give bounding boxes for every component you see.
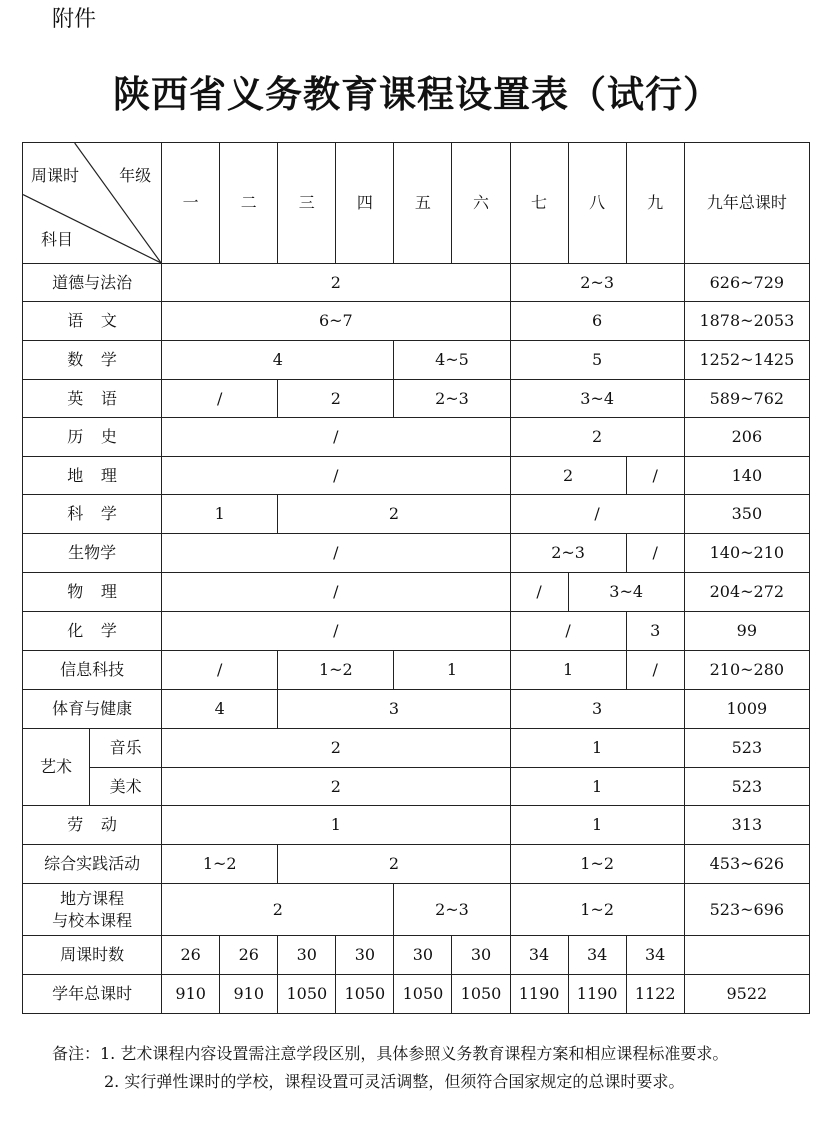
hours-cell: 3 bbox=[510, 690, 684, 729]
hours-cell: 2~3 bbox=[510, 534, 626, 573]
subject-name: 美术 bbox=[90, 768, 162, 806]
hours-cell: 3 bbox=[278, 690, 510, 729]
notes bbox=[52, 1040, 792, 1096]
hours-cell: 30 bbox=[336, 936, 394, 975]
total-cell: 350 bbox=[684, 495, 809, 534]
subject-name: 体育与健康 bbox=[23, 690, 162, 729]
total-cell: 99 bbox=[684, 612, 809, 651]
row-chemistry bbox=[23, 612, 810, 651]
attachment-label: 附件 bbox=[52, 7, 97, 32]
hours-cell: 2 bbox=[162, 768, 510, 806]
hours-cell: / bbox=[162, 612, 510, 651]
note-2: 2. 实行弹性课时的学校，课程设置可灵活调整，但须符合国家规定的总课时要求。 bbox=[104, 1072, 685, 1091]
hours-cell: 2 bbox=[162, 264, 510, 302]
hours-cell: 3~4 bbox=[510, 380, 684, 418]
total-cell: 9522 bbox=[684, 975, 809, 1014]
row-local bbox=[23, 884, 810, 936]
hours-cell: 910 bbox=[162, 975, 220, 1014]
hours-cell: 1050 bbox=[278, 975, 336, 1014]
grade-8-header: 八 bbox=[568, 143, 626, 264]
subject-name-arts: 艺术 bbox=[23, 729, 90, 806]
row-math bbox=[23, 341, 810, 380]
hours-cell: 6~7 bbox=[162, 302, 510, 341]
hours-cell: 2 bbox=[510, 457, 626, 495]
hours-cell: 1 bbox=[510, 806, 684, 845]
total-cell: 589~762 bbox=[684, 380, 809, 418]
hours-cell: 1050 bbox=[452, 975, 510, 1014]
row-practice bbox=[23, 845, 810, 884]
subject-label: 科目 bbox=[41, 230, 74, 250]
hours-cell: / bbox=[626, 651, 684, 690]
total-cell: 204~272 bbox=[684, 573, 809, 612]
total-hours-header: 九年总课时 bbox=[684, 143, 809, 264]
hours-cell: 30 bbox=[452, 936, 510, 975]
hours-cell: 1 bbox=[394, 651, 510, 690]
row-physics bbox=[23, 573, 810, 612]
row-fineart bbox=[23, 768, 810, 806]
row-geography bbox=[23, 457, 810, 495]
grade-3-header: 三 bbox=[278, 143, 336, 264]
subject-name: 历史 bbox=[23, 418, 162, 457]
grade-4-header: 四 bbox=[336, 143, 394, 264]
hours-cell: 34 bbox=[568, 936, 626, 975]
hours-cell: / bbox=[162, 573, 510, 612]
course-table bbox=[22, 142, 810, 1014]
subject-name: 地理 bbox=[23, 457, 162, 495]
hours-cell: / bbox=[626, 534, 684, 573]
hours-cell: 5 bbox=[510, 341, 684, 380]
total-cell bbox=[684, 936, 809, 975]
row-english bbox=[23, 380, 810, 418]
hours-cell: 1190 bbox=[510, 975, 568, 1014]
hours-cell: 2 bbox=[278, 845, 510, 884]
hours-cell: 1~2 bbox=[510, 845, 684, 884]
subject-name: 音乐 bbox=[90, 729, 162, 768]
hours-cell: / bbox=[162, 534, 510, 573]
grade-6-header: 六 bbox=[452, 143, 510, 264]
grade-2-header: 二 bbox=[220, 143, 278, 264]
row-biology bbox=[23, 534, 810, 573]
total-cell: 523 bbox=[684, 729, 809, 768]
hours-cell: / bbox=[626, 457, 684, 495]
grade-5-header: 五 bbox=[394, 143, 452, 264]
row-moral bbox=[23, 264, 810, 302]
subject-name-line: 与校本课程 bbox=[52, 910, 133, 930]
row-chinese bbox=[23, 302, 810, 341]
subject-name: 生物学 bbox=[23, 534, 162, 573]
hours-cell: / bbox=[162, 380, 278, 418]
hours-cell: 3 bbox=[626, 612, 684, 651]
grade-label: 年级 bbox=[119, 166, 152, 185]
subject-name bbox=[23, 884, 162, 936]
row-pe bbox=[23, 690, 810, 729]
hours-cell: / bbox=[510, 573, 568, 612]
hours-cell: 2 bbox=[162, 729, 510, 768]
total-cell: 1252~1425 bbox=[684, 341, 809, 380]
page-title: 陕西省义务教育课程设置表（试行） bbox=[113, 73, 721, 116]
hours-cell: 30 bbox=[278, 936, 336, 975]
hours-cell: 3~4 bbox=[568, 573, 684, 612]
hours-cell: 1 bbox=[510, 768, 684, 806]
hours-cell: 2 bbox=[510, 418, 684, 457]
hours-cell: 1050 bbox=[336, 975, 394, 1014]
subject-name: 语文 bbox=[23, 302, 162, 341]
subject-name: 周课时数 bbox=[23, 936, 162, 975]
total-cell: 453~626 bbox=[684, 845, 809, 884]
hours-cell: 4~5 bbox=[394, 341, 510, 380]
hours-cell: 2 bbox=[278, 380, 394, 418]
hours-cell: 1050 bbox=[394, 975, 452, 1014]
subject-name: 综合实践活动 bbox=[23, 845, 162, 884]
row-music bbox=[23, 729, 810, 768]
hours-cell: 30 bbox=[394, 936, 452, 975]
hours-cell: 2~3 bbox=[394, 380, 510, 418]
hours-cell: 34 bbox=[510, 936, 568, 975]
total-cell: 1878~2053 bbox=[684, 302, 809, 341]
diagonal-header-cell bbox=[23, 143, 162, 264]
hours-cell: 1~2 bbox=[162, 845, 278, 884]
subject-name-line: 地方课程 bbox=[60, 888, 125, 908]
hours-cell: 1 bbox=[510, 729, 684, 768]
hours-cell: 34 bbox=[626, 936, 684, 975]
row-science bbox=[23, 495, 810, 534]
hours-cell: 1122 bbox=[626, 975, 684, 1014]
hours-cell: 26 bbox=[162, 936, 220, 975]
row-it bbox=[23, 651, 810, 690]
hours-cell: 1~2 bbox=[278, 651, 394, 690]
grade-1-header: 一 bbox=[162, 143, 220, 264]
grade-9-header: 九 bbox=[626, 143, 684, 264]
hours-cell: 2~3 bbox=[394, 884, 510, 936]
hours-cell: 4 bbox=[162, 341, 394, 380]
weekly-hours-label: 周课时 bbox=[31, 166, 80, 185]
hours-cell: 1190 bbox=[568, 975, 626, 1014]
subject-name: 道德与法治 bbox=[23, 264, 162, 302]
total-cell: 1009 bbox=[684, 690, 809, 729]
hours-cell: 2 bbox=[278, 495, 510, 534]
hours-cell: 26 bbox=[220, 936, 278, 975]
row-history bbox=[23, 418, 810, 457]
hours-cell: 6 bbox=[510, 302, 684, 341]
hours-cell: 1 bbox=[510, 651, 626, 690]
header-row bbox=[23, 143, 810, 264]
subject-name: 化学 bbox=[23, 612, 162, 651]
total-cell: 523 bbox=[684, 768, 809, 806]
hours-cell: 2~3 bbox=[510, 264, 684, 302]
subject-name: 科学 bbox=[23, 495, 162, 534]
subject-name: 信息科技 bbox=[23, 651, 162, 690]
subject-name: 学年总课时 bbox=[23, 975, 162, 1014]
row-year-total bbox=[23, 975, 810, 1014]
total-cell: 140 bbox=[684, 457, 809, 495]
hours-cell: / bbox=[162, 418, 510, 457]
hours-cell: 1~2 bbox=[510, 884, 684, 936]
total-cell: 626~729 bbox=[684, 264, 809, 302]
row-labor bbox=[23, 806, 810, 845]
subject-name: 物理 bbox=[23, 573, 162, 612]
hours-cell: / bbox=[510, 612, 626, 651]
total-cell: 313 bbox=[684, 806, 809, 845]
hours-cell: 1 bbox=[162, 806, 510, 845]
total-cell: 206 bbox=[684, 418, 809, 457]
hours-cell: 2 bbox=[162, 884, 394, 936]
hours-cell: 4 bbox=[162, 690, 278, 729]
total-cell: 210~280 bbox=[684, 651, 809, 690]
subject-name: 英语 bbox=[23, 380, 162, 418]
hours-cell: 1 bbox=[162, 495, 278, 534]
hours-cell: / bbox=[510, 495, 684, 534]
hours-cell: / bbox=[162, 651, 278, 690]
hours-cell: / bbox=[162, 457, 510, 495]
grade-7-header: 七 bbox=[510, 143, 568, 264]
total-cell: 523~696 bbox=[684, 884, 809, 936]
total-cell: 140~210 bbox=[684, 534, 809, 573]
hours-cell: 910 bbox=[220, 975, 278, 1014]
subject-name: 数学 bbox=[23, 341, 162, 380]
note-1: 备注：1. 艺术课程内容设置需注意学段区别，具体参照义务教育课程方案和相应课程标准要求。 bbox=[52, 1044, 729, 1063]
subject-name: 劳动 bbox=[23, 806, 162, 845]
row-weekly-total bbox=[23, 936, 810, 975]
